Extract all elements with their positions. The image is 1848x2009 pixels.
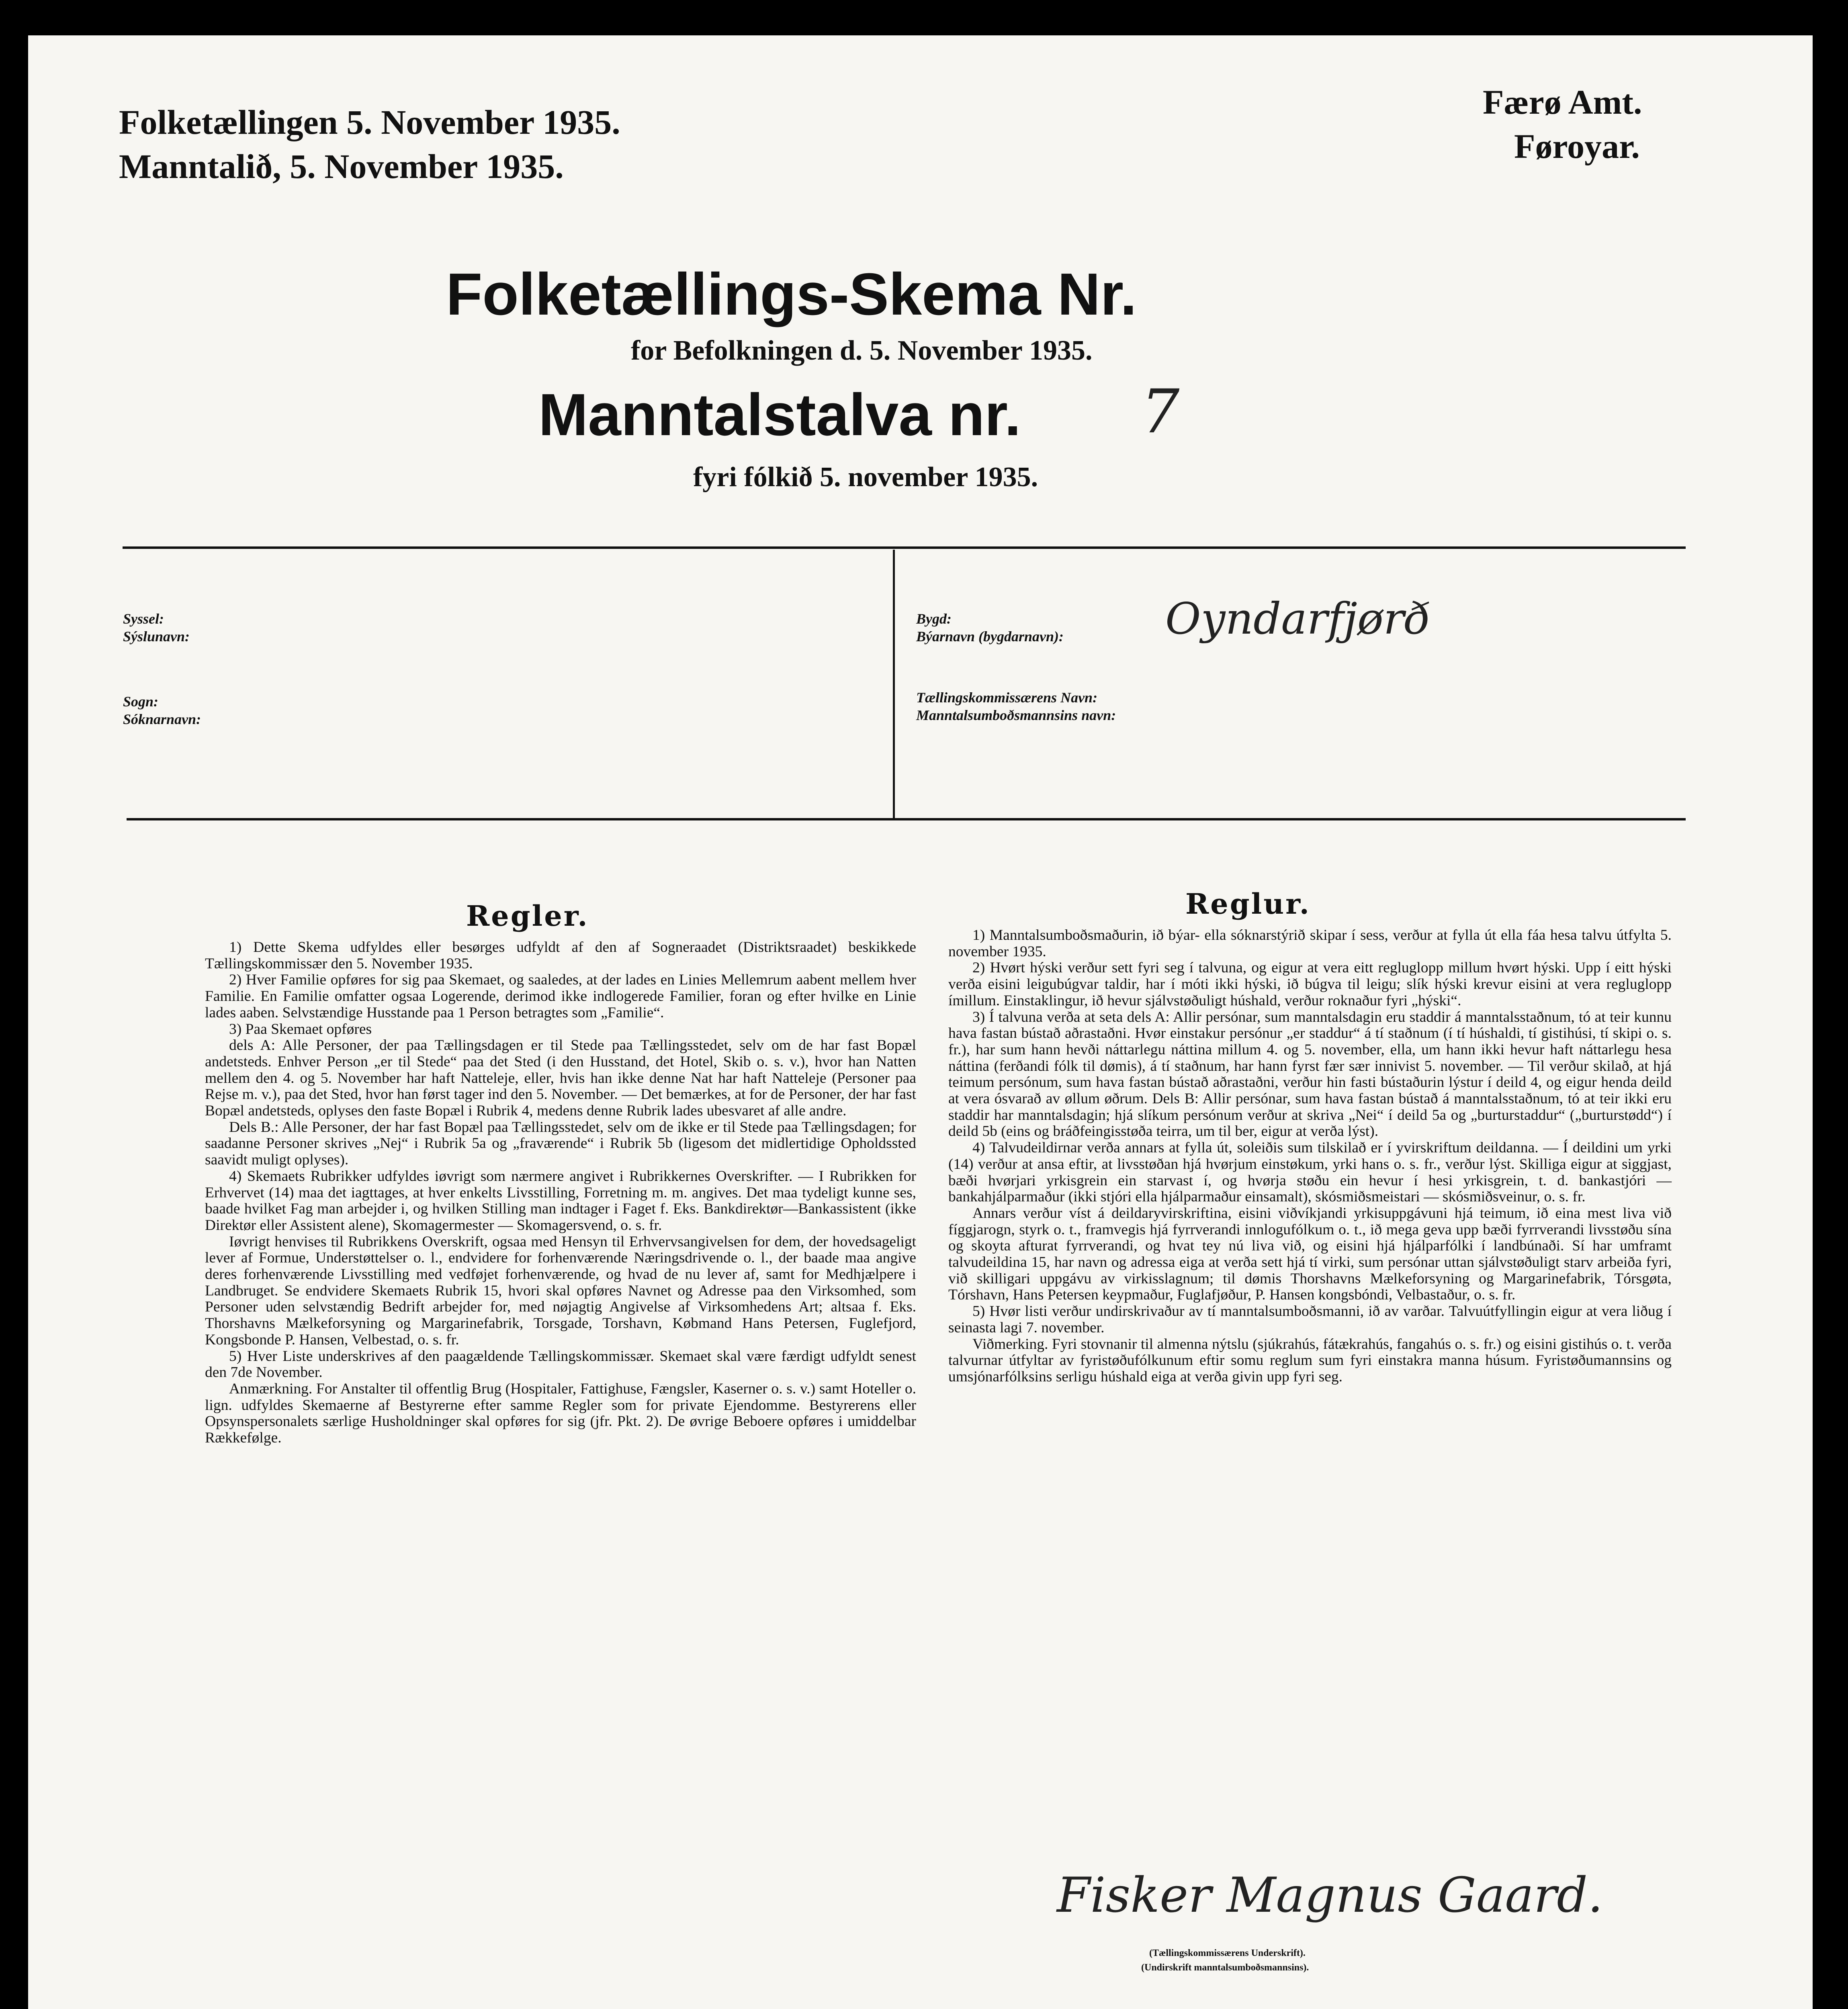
form-subtitle-danish: for Befolkningen d. 5. November 1935. [631,335,1093,366]
header-right-line2: Føroyar. [1514,127,1640,166]
header-right-line1: Færø Amt. [1483,83,1642,121]
bottom-divider [127,818,1686,820]
rule-paragraph: 4) Skemaets Rubrikker udfyldes iøvrigt som nærmere angivet i Rubrikkernes Overskrifter. — I Rubrikken for Erhvervet (14) maa det iagttages, at hver enkelts Livsstilling, Forretning m. m. angives. Det maa tydeligt kunne ses, baade hvilket Fag man arbejder i, og hvilken Stilling man indtager i Faget f. Eks. Bankdirektør—Bankassistent (ikke Direktør eller Assistent alene), Skomagermester — Skomagersvend, o. s. fr. [205,1168,916,1234]
header-left-line1: Folketællingen 5. November 1935. [119,103,620,141]
byarnavn-label: Býarnavn (bygdarnavn): [916,628,1064,644]
soknarnavn-label: Sóknarnavn: [123,711,201,727]
bygd-label: Bygd: [916,611,952,627]
rules-column-danish [205,939,916,1446]
kommissaer-label: Tællingskommissærens Navn: [916,689,1098,706]
rule-paragraph: 1) Dette Skema udfyldes eller besørges udfyldt af den af Sogneraadet (Distriktsraadet) beskikkede Tællingskommissær den 5. November 1935. [205,939,916,972]
rule-paragraph: dels A: Alle Personer, der paa Tællingsdagen er til Stede paa Tællingsstedet, selv om de har fast Bopæl andetsteds. Enhver Person „er til Stede“ paa det Sted (i den Husstand, det Hotel, Skib o. s. v.), hvor han Natten mellem den 4. og 5. November har haft Natteleje, eller, hvis han ikke denne Nat har haft Natteleje (Personer paa Rejse m. v.), paa det Sted, hvor han først tager ind den 5. November. — Det bemærkes, at for de Personer, der har fast Bopæl andetsteds, oplyses den faste Bopæl i Rubrik 4, medens denne Rubrik lades ubesvaret af alle andre. [205,1037,916,1119]
header-left-line2: Manntalið, 5. November 1935. [119,147,564,186]
rule-paragraph: Viðmerking. Fyri stovnanir til almenna nýtslu (sjúkrahús, fátækrahús, fangahús o. s. fr.) og eisini gistihús o. t. verða talvurnar útfyltar av fyristøðufólkunum eftir somu reglum sum fyri einstakra manna húsum. Fyristøðumannsins og umsjónarfólksins serligu húshald eiga at verða givin upp fyri seg. [948,1336,1672,1385]
top-divider [123,546,1686,549]
field-column-divider [893,550,895,818]
signature-handwritten: Fisker Magnus Gaard. [1057,1868,1603,1923]
rule-paragraph: Iøvrigt henvises til Rubrikkens Overskrift, ogsaa med Hensyn til Erhvervsangivelsen for dem, der hovedsageligt lever af Formue, Understøttelser o. l., endvidere for forhenværende Næringsdrivende o. l., der baade maa angive deres forhenværende Livsstilling med vedføjet forhenværende, og hvad de nu lever af, samt for Medhjælpere i Landbruget. Se endvidere Skemaets Rubrik 15, hvori skal opføres Navnet og Adresse paa den Virksomhed, som Personer uden selvstændig Bedrift arbejder for, med nøjagtig Angivelse af Virksomhedens Art; altsaa f. Eks. Thorshavns Mælkeforsyning og Margarinefabrik, Torsgade, Torshavn, Købmand Hans Petersen, Fuglefjord, Kongsbonde P. Hansen, Velbestad, o. s. fr. [205,1233,916,1348]
rule-paragraph: Anmærkning. For Anstalter til offentlig Brug (Hospitaler, Fattighuse, Fængsler, Kaserner o. s. v.) samt Hoteller o. lign. udfyldes Skemaerne af Bestyrerne efter samme Regler som for private Ejendomme. Bestyrerens eller Opsynspersonalets særlige Husholdninger skal opføres for sig (jfr. Pkt. 2). De øvrige Beboere opføres i umiddelbar Rækkefølge. [205,1380,916,1446]
rule-paragraph: 5) Hver Liste underskrives af den paagældende Tællingskommissær. Skemaet skal være færdigt udfyldt senest den 7de November. [205,1348,916,1381]
form-subtitle-faroese: fyri fólkið 5. november 1935. [693,462,1038,493]
form-title-danish: Folketællings-Skema Nr. [446,261,1137,327]
rules-column-faroese [948,927,1672,1385]
rules-title-danish: Regler. [466,899,589,933]
rule-paragraph: Dels B.: Alle Personer, der har fast Bopæl paa Tællingsstedet, selv om de ikke er til Stede paa Tællingsdagen; for saadanne Personer skrives „Nej“ i Rubrik 5a og „fraværende“ i Rubrik 5b (ligesom det midlertidige Opholdssted saavidt muligt oplyses). [205,1119,916,1168]
bygd-value-handwritten: Oyndarfjørð [1165,594,1431,644]
rule-paragraph: 3) Paa Skemaet opføres [229,1021,372,1037]
rules-title-faroese: Reglur. [1185,887,1311,921]
rule-paragraph: 2) Hver Familie opføres for sig paa Skemaet, og saaledes, at der lades en Linies Mellemrum aabent mellem hver Familie. En Familie omfatter ogsaa Logerende, derimod ikke indlogerede Familier, foran og efter hvilke en Linie lades aaben. Selvstændige Husstande paa 1 Person betragtes som „Familie“. [205,972,916,1021]
sogn-label: Sogn: [123,694,159,710]
census-form-sheet [28,35,1813,2009]
signature-caption-faroese: (Undirskrift manntalsumboðsmannsins). [1141,1962,1309,1973]
rule-paragraph: 2) Hvørt hýski verður sett fyri seg í talvuna, og eigur at vera eitt regluglopp millum hvørt hýski. Upp í eitt hýski verða eisini leigubúgvar taldir, har í móti ikki hýski, ið búgva til leigu; slík hýski krevur eisini at vera regluglopp ímillum. Einstaklingur, ið hevur sjálvstøðuligt húshald, verður roknaður fyri „hýski“. [948,959,1672,1009]
rule-paragraph: 4) Talvudeildirnar verða annars at fylla út, soleiðis sum tilskilað er í yvirskriftum deildanna. — Í deildini um yrki (14) verður at ansa eftir, at livsstøðan hjá hvørjum einstøkum, yrki hans o. s. fr., verður lýst. Skilliga eigur at siggjast, bæði hvørjari yrkisgrein ein starvast í, og hvørja støðu ein hevur í hesi yrkisgrein, t. d. bankastjóri — bankahjálparmaður (ikki stjóri ella hjálparmaður einsamalt), skósmiðsmeistari — skósmiðsveinur, o. s. fr. [948,1140,1672,1205]
signature-caption-danish: (Tællingskommissærens Underskrift). [1149,1948,1306,1958]
rule-paragraph: 3) Í talvuna verða at seta dels A: Allir persónar, sum manntalsdagin eru staddir á manntalsstaðnum, tó at teir kunnu hava fastan bústað aðrastaðni. Hvør einstakur persónur „er staddur“ á tí staðnum (í tí húshaldi, tí gistihúsi, tí skipi o. s. fr.), har sum hann hevði náttarlegu náttina millum 4. og 5. november, ella, um hann ikki hevur haft náttarlegu hesa náttina (ferðandi fólk til dømis), á tí staðnum, har hann fyrst fær sær innivist 5. november. — Til verður skilað, at hjá teimum persónum, sum hava fastan bústað aðrastaðni, verður hin fasti bústaðurin lýstur í deild 4, og eigur henda deild at vera ósvarað av øllum øðrum. Dels B: Allir persónar, sum hava fastan bústað á manntalsstaðnum, tó at teir ikki eru staddir har manntalsdagin; hjá slíkum persónum verður at skriva „Nei“ í deild 5a og „burturstaddur“ („burturstødd“) í deild 5b (eins og bráðfeingisstøða teirra, um til ber, eigur at verða lýst). [948,1009,1672,1140]
syssel-label: Syssel: [123,611,164,627]
rule-paragraph: 1) Manntalsumboðsmaðurin, ið býar- ella sóknarstýrið skipar í sess, verður at fylla út ella fáa hesa talvu útfylta 5. november 1935. [948,927,1672,960]
form-title-faroese: Manntalstalva nr. [538,382,1021,448]
rule-paragraph: 5) Hvør listi verður undirskrivaður av tí manntalsumboðsmanni, ið av varðar. Talvuútfyllingin eigur at vera liðug í seinasta lagi 7. november. [948,1303,1672,1336]
form-number-handwritten: 7 [1141,377,1180,447]
rule-paragraph: Annars verður víst á deildaryvirskriftina, eisini viðvíkjandi yrkisuppgávuni hjá teimum, ið eina mest liva við fíggjarogn, styrk o. t., framvegis hjá fyrrverandi innlogufólkum o. t., ið mega geva upp bæði fyrrverandi livsstøðu sína og skoyta afturat fyrrverandi, og hvat tey nú liva við, og eisini hjá hjálparfólki í landbúnaði. Sí har umframt talvudeildina 15, har navn og adressa eiga at verða sett hjá tí virki, sum persónar uttan sjálvstøðuligt starv arbeiða fyri, við skilligari uppgávu av virkisslagnum; til dømis Thorshavns Mælkeforsyning og Margarinefabrik, Tórsgøta, Tórshavn, Hans Petersen keypmaður, Fuglafjøður, P. Hansen kongsbóndi, Velbastaður, o. s. fr. [948,1205,1672,1303]
umbodsmadur-label: Manntalsumboðsmannsins navn: [916,707,1116,723]
syslunavn-label: Sýslunavn: [123,628,190,644]
